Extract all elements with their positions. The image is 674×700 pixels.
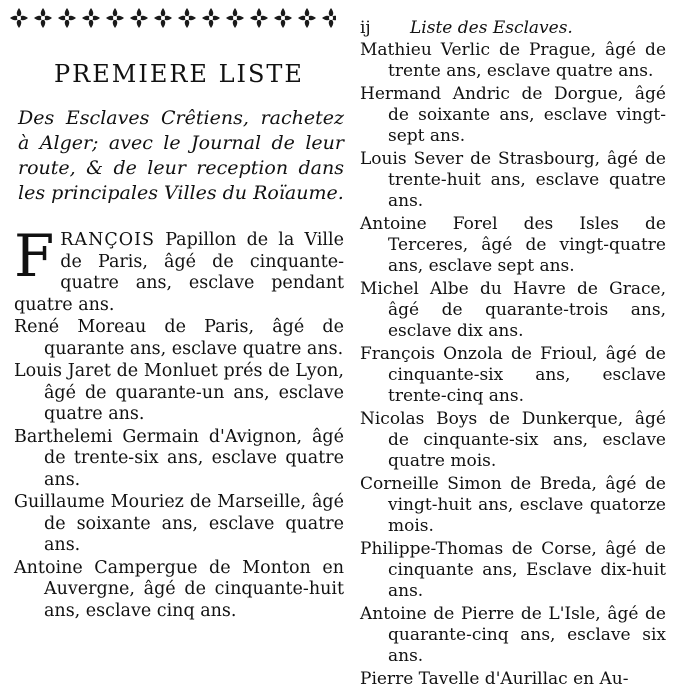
list-item: Mathieu Verlic de Prague, âgé de trente ans, esclave quatre ans.	[360, 40, 666, 81]
left-column	[14, 54, 344, 700]
fleuron-icon	[104, 6, 126, 30]
list-item: Philippe-Thomas de Corse, âgé de cinquante ans, Esclave dix-huit ans.	[360, 539, 666, 601]
list-item: Antoine de Pierre de L'Isle, âgé de quarante-cinq ans, esclave six ans.	[360, 604, 666, 666]
list-item: René Moreau de Paris, âgé de quarante ans, esclave quatre ans.	[14, 317, 344, 359]
first-entry	[14, 222, 344, 316]
fleuron-icon	[152, 6, 174, 30]
running-head	[360, 18, 666, 38]
list-item: Guillaume Mouriez de Marseille, âgé de soixante ans, esclave quatre ans.	[14, 492, 344, 555]
fleuron-icon	[128, 6, 150, 30]
list-item: Corneille Simon de Breda, âgé de vingt-huit ans, esclave quatorze mois.	[360, 474, 666, 536]
list-item: Pierre Tavelle d'Aurillac en Au-	[360, 669, 629, 689]
fleuron-icon	[224, 6, 246, 30]
right-entry-list	[360, 40, 666, 690]
fleuron-icon	[296, 6, 318, 30]
list-item: Nicolas Boys de Dunkerque, âgé de cinquante-six ans, esclave quatre mois.	[360, 409, 666, 471]
page-title: PREMIERE LISTE	[54, 60, 304, 88]
first-entry-text: Papillon de la Ville de Paris, âgé de cinquante-quatre ans, esclave pendant quatre ans.	[14, 230, 344, 315]
fleuron-icon	[80, 6, 102, 30]
first-entry-name: RANÇOIS	[60, 230, 156, 250]
list-item: Louis Sever de Strasbourg, âgé de trente-huit ans, esclave quatre ans.	[360, 149, 666, 211]
fleuron-icon	[248, 6, 270, 30]
ornament-band	[8, 6, 336, 36]
list-item: Barthelemi Germain d'Avignon, âgé de trente-six ans, esclave quatre ans.	[14, 426, 344, 490]
list-item: François Onzola de Frioul, âgé de cinquante-six ans, esclave trente-cinq ans.	[360, 344, 666, 406]
list-item: Hermand Andric de Dorgue, âgé de soixante ans, esclave vingt-sept ans.	[360, 84, 666, 146]
left-entry-list	[14, 317, 344, 622]
fleuron-icon	[56, 6, 78, 30]
right-column	[360, 18, 666, 700]
list-item: Louis Jaret de Monluet prés de Lyon, âgé de quarante-un ans, esclave quatre ans.	[14, 361, 344, 424]
fleuron-icon	[320, 6, 336, 30]
fleuron-icon	[200, 6, 222, 30]
list-item: Antoine Campergue de Monton en Auvergne, âgé de cinquante-huit ans, esclave cinq ans.	[14, 557, 344, 621]
running-head-title: Liste des Esclaves.	[410, 18, 573, 38]
drop-cap: F	[14, 222, 55, 290]
page-number: ij	[360, 18, 371, 38]
page-subtitle: Des Esclaves Crêtiens, rachetez à Alger; avec le Journal de leur route, & de leur reception dans les principales Villes du Roïaume.	[18, 107, 344, 204]
fleuron-icon	[272, 6, 294, 30]
fleuron-icon	[32, 6, 54, 30]
fleuron-icon	[176, 6, 198, 30]
fleuron-icon	[8, 6, 30, 30]
list-item: Antoine Forel des Isles de Terceres, âgé de vingt-quatre ans, esclave sept ans.	[360, 214, 666, 276]
list-item: Michel Albe du Havre de Grace, âgé de quarante-trois ans, esclave dix ans.	[360, 279, 666, 341]
